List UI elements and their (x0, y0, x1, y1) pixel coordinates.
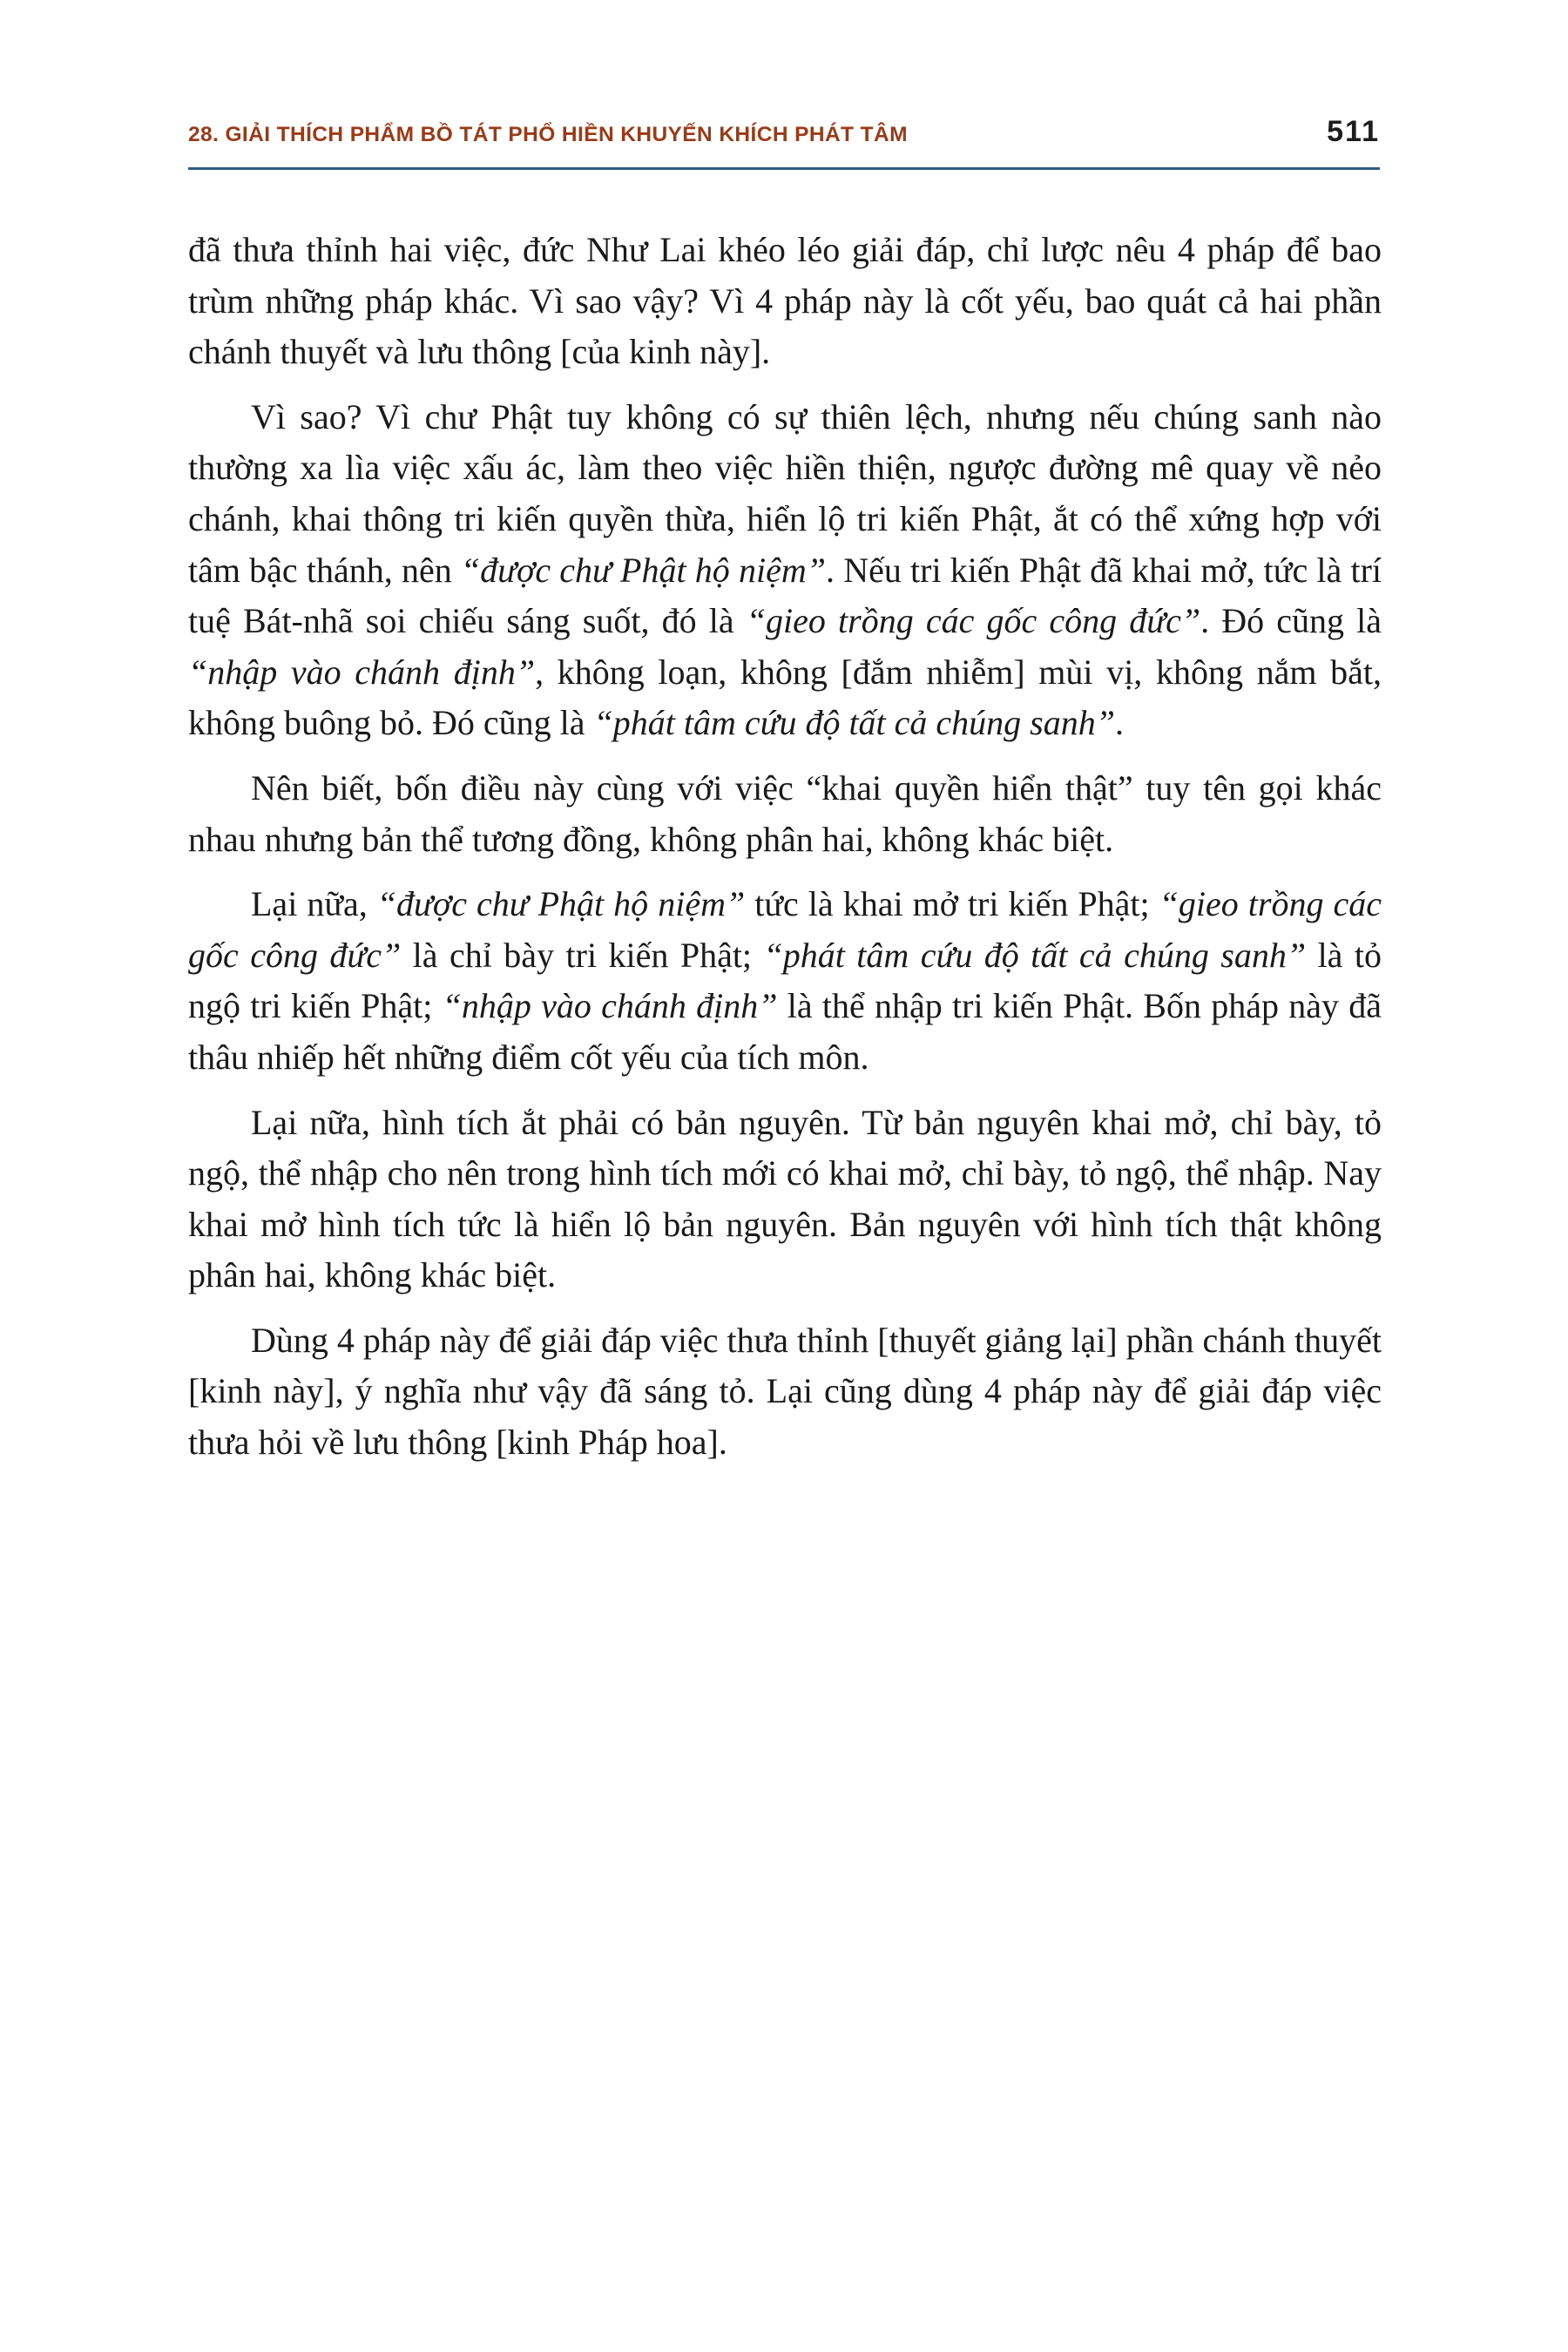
paragraph-6: Dùng 4 pháp này để giải đáp việc thưa thỉnh [thuyết giảng lại] phần chánh thuyết [kinh này], ý nghĩa như vậy đã sáng tỏ. Lại cũng dùng 4 pháp này để giải đáp việc thưa hỏi về lưu thông [kinh Pháp hoa]. (188, 1320, 1382, 1463)
running-header-title: 28. GIẢI THÍCH PHẨM BỒ TÁT PHỔ HIỀN KHUYẾN KHÍCH PHÁT TÂM (188, 123, 908, 146)
body-text (188, 225, 1382, 1483)
paragraph-4: Lại nữa, “được chư Phật hộ niệm” tức là khai mở tri kiến Phật; “gieo trồng các gốc công đức” là chỉ bày tri kiến Phật; “phát tâm cứu độ tất cả chúng sanh” là tỏ ngộ tri kiến Phật; “nhập vào chánh định” là thể nhập tri kiến Phật. Bốn pháp này đã thâu nhiếp hết những điểm cốt yếu của tích môn. (188, 884, 1382, 1077)
quote-phrase-2: “gieo trồng các gốc công đức” (746, 601, 1201, 641)
paragraph-5: Lại nữa, hình tích ắt phải có bản nguyên. Từ bản nguyên khai mở, chỉ bày, tỏ ngộ, thể nhập cho nên trong hình tích mới có khai mở, chỉ bày, tỏ ngộ, thể nhập. Nay khai mở hình tích tức là hiển lộ bản nguyên. Bản nguyên với hình tích thật không phân hai, không khác biệt. (188, 1102, 1382, 1295)
quote-phrase-5: “được chư Phật hộ niệm” (376, 884, 746, 924)
quote-phrase-8: “nhập vào chánh định” (442, 986, 778, 1026)
paragraph-2: Vì sao? Vì chư Phật tuy không có sự thiên lệch, nhưng nếu chúng sanh nào thường xa lìa việc xấu ác, làm theo việc hiền thiện, ngược đường mê quay về nẻo chánh, khai thông tri kiến quyền thừa, hiển lộ tri kiến Phật, ắt có thể xứng hợp với tâm bậc thánh, nên “được chư Phật hộ niệm”. Nếu tri kiến Phật đã khai mở, tức là trí tuệ Bát-nhã soi chiếu sáng suốt, đó là “gieo trồng các gốc công đức”. Đó cũng là “nhập vào chánh định”, không loạn, không [đắm nhiễm] mùi vị, không nắm bắt, không buông bỏ. Đó cũng là “phát tâm cứu độ tất cả chúng sanh”. (188, 396, 1382, 743)
header-divider (188, 167, 1380, 170)
quote-phrase-3: “nhập vào chánh định” (188, 652, 536, 692)
quote-phrase-1: “được chư Phật hộ niệm” (460, 550, 827, 590)
page-number: 511 (1327, 115, 1380, 148)
quote-phrase-4: “phát tâm cứu độ tất cả chúng sanh” (593, 703, 1115, 743)
paragraph-3: Nên biết, bốn điều này cùng với việc “khai quyền hiển thật” tuy tên gọi khác nhau nhưng bản thể tương đồng, không phân hai, không khác biệt. (188, 767, 1382, 859)
page-header (188, 115, 1380, 149)
paragraph-1: đã thưa thỉnh hai việc, đức Như Lai khéo léo giải đáp, chỉ lược nêu 4 pháp để bao trùm những pháp khác. Vì sao vậy? Vì 4 pháp này là cốt yếu, bao quát cả hai phần chánh thuyết và lưu thông [của kinh này]. (188, 230, 1382, 372)
quote-phrase-7: “phát tâm cứu độ tất cả chúng sanh” (763, 935, 1307, 975)
quote-phrase-6: “gieo trồng các gốc công đức” (188, 884, 1382, 975)
